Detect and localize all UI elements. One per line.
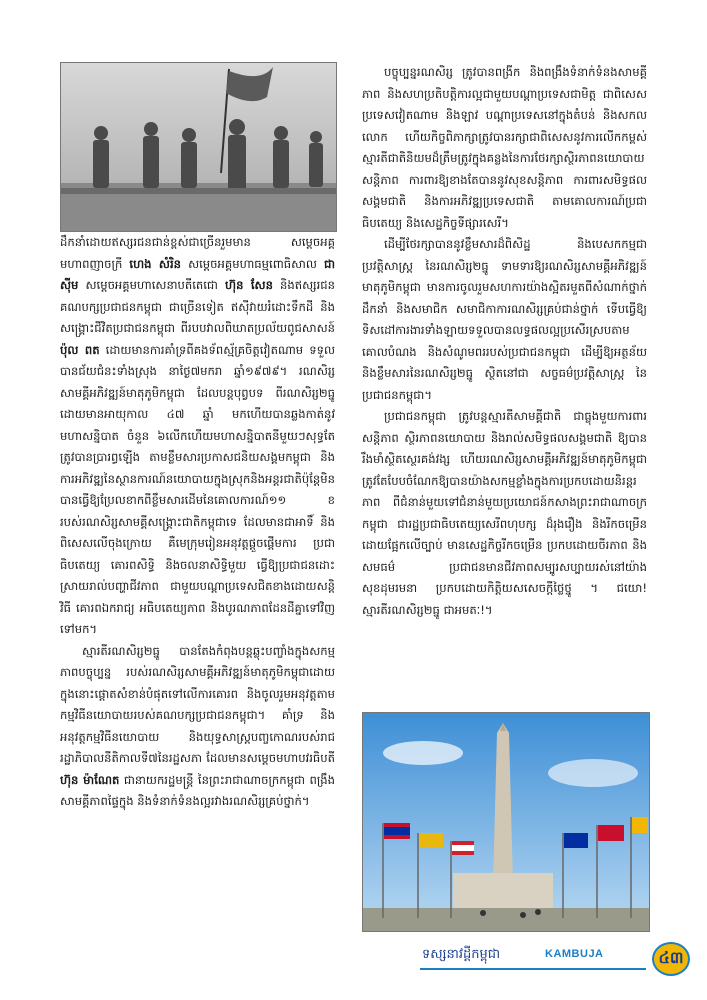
text: សម្តេចអគ្គមហាធម្មពោធិសាល: [181, 256, 324, 271]
historic-ceremony-image: [61, 63, 336, 231]
page-number: ៤៣: [658, 948, 684, 967]
page-number-badge: [652, 942, 690, 976]
footer-divider: [420, 968, 646, 970]
text: និងឥស្សរជនគណបក្សប្រជាជនកម្ពុជា ជាច្រើនទៀត ឥស៊ីវាយរំដោះទឹកដី និងសង្គ្រោះជីវិតប្រជាជនកម្ពុជា ពីរបបវាលពិឃាតប្រល័យពូជសាសន៍: [60, 278, 336, 335]
right-paragraph-1: បច្ចុប្បន្នរណសិរ្ស ត្រូវបានពង្រីក និងពង្រឹងទំនាក់ទំនងសាមគ្គីភាព និងសហប្រតិបត្តិការល្អជាមួយបណ្តាប្រទេសជាមិត្ត ជាពិសេសប្រទេសវៀតណាម និងឡាវ បណ្តាប្រទេសនៅក្នុងតំបន់ និងសកលលោក ហើយកិច្ចពិភាក្សាត្រូវបានរក្សាជាពិសេសនូវការលើកកម្ពស់ស្មារតីជាតិនិយមដ៏ត្រឹមត្រូវក្នុងគន្លងនៃការថែរក្សាស្ថិរភាពនយោបាយ សន្តិភាព ការពារឱ្យខាងតែបាននូវសុខសន្តិភាព ការពារសមិទ្ធផលសង្គមជាតិ និងការអភិវឌ្ឍប្រទេសជាតិ តាមគោលការណ៍ប្រជាធិបតេយ្យ និងសេដ្ឋកិច្ចទីផ្សារសេរី។: [362, 65, 647, 230]
text: ស្មារតីរណសិរ្ស២ធ្នូ បានតែងកំពុងបន្តឆ្លុះបញ្ចាំងក្នុងសកម្មភាពបច្ចុប្បន្ន របស់រណសិរ្សសាមគ្គីអភិវឌ្ឍន៍មាតុភូមិកម្ពុជាដោយក្នុងនោះផ្តោតសំខាន់បំផុតទៅលើការគោរព និងចូលរួមអនុវត្តតាមកម្មវិធីនយោបាយរបស់គណបក្សប្រជាជនកម្ពុជា។ គាំទ្រ និងអនុវត្តកម្មវិធីនយោបាយ និងយុទ្ធសាស្ត្របញ្ចកោណរបស់រាជរដ្ឋាភិបាលនីតិកាលទី៧នៃរដ្ឋសភា ដែលមានសម្តេចមហាបវរធិបតី: [60, 643, 335, 765]
name-hun-sen: ហ៊ុន សែន: [225, 278, 273, 292]
text: ដឹកនាំដោយឥស្សរជនជាន់ខ្ពស់ជាច្រើនរួមមាន សម្តេចអគ្គមហាពញាចក្រី: [60, 235, 335, 271]
name-hun-manet: ហ៊ុន ម៉ាណែត: [60, 772, 120, 787]
right-paragraph-2: ដើម្បីថែរក្សាបាននូវខ្លឹមសារដ៏ពិសិដ្ឋ និងបេសកកម្មជាប្រវត្តិសាស្ត្រ នៃរណសិរ្ស២ធ្នូ ទាមទារឱ្យរណសិរ្សសាមគ្គីអភិវឌ្ឍន៍មាតុភូមិកម្ពុជា មានការចូលរួមសហការយ៉ាងស្អិតរមួតពីសំណាក់ថ្នាក់ដឹកនាំ និងសមាជិក សមាជិកាការណសិរ្សគ្រប់ជាន់ថ្នាក់ ទើបធ្វើឱ្យទិសដៅការងារទាំងឡាយទទួលបានលទ្ធផលល្អប្រសើរស្របតាមគោលបំណង និងសំណូមពររបស់ប្រជាជនកម្ពុជា ដើម្បីឱ្យអត្ថន័យ និងខ្លឹមសារនៃរណសិរ្ស២ធ្នូ ស្ថិតនៅជា សច្ចធម៌ប្រវត្តិសាស្ត្រ នៃប្រជាជនកម្ពុជា។: [362, 237, 647, 402]
magazine-brand: KAMBUJA: [545, 948, 604, 960]
text: ជានាយករដ្ឋមន្ត្រី នៃព្រះរាជាណាចក្រកម្ពុជា ពង្រឹងសាមគ្គីភាពផ្ទៃក្នុង និងទំនាក់ទំនងល្អរវាងរណសិរ្សគ្រប់ថ្នាក់។: [60, 772, 335, 808]
monument-with-flags-photo: [362, 712, 650, 932]
left-paragraph-2: [60, 641, 335, 813]
left-paragraph-1: [60, 232, 335, 641]
right-column: [362, 62, 647, 621]
left-column: [60, 232, 335, 813]
page-footer: [420, 942, 690, 982]
historic-ceremony-photo: [60, 62, 337, 232]
name-pol-pot: ប៉ុល ពត: [60, 342, 100, 357]
text: ដោយមានការគាំទ្រពីគងទ័ពស្ម័គ្រចិត្តវៀតណាម ទទួលបានជ័យជំនះទាំងស្រុង នាថ្ងៃ៧មករា ឆ្នាំ១៩៧៩។ រណសិរ្សសាមគ្គីអភិវឌ្ឍន៍មាតុភូមិកម្ពុជា ដែលបន្តបុព្វបទ ពីរណសិរ្ស២ធ្នូ ដោយមានអាយុកាល ៤៧ ឆ្នាំ មកហើយបានឆ្លងកាត់នូវមហាសន្និបាត ចំនួន ៦លើកហើយមហាសន្និបាតនីមួយៗសុទ្ធតែត្រូវបានប្រារព្ធឡើង តាមខ្លឹមសារប្រកាសជនិយសង្គមកម្ពុជា និងការអភិវឌ្ឍនៃស្ថានការណ៍នយោបាយក្នុងស្រុកនិងអន្តរជាតិប៉ុន្តែមិនបានធ្វើឱ្យប្រែលខាកពីខ្លឹមសារដើមនៃគោលការណ៍១១ ខ របស់រណសិរ្សសាមគ្គីសង្គ្រោះជាតិកម្ពុជាទេ ដែលមានជាអាទិ៍ និងពិសេសលើចុងក្រោយ គឺមេក្រុមរៀនអនុវត្តផ្តួចផ្តើមការ ប្រជាធិបតេយ្យ គោរពសិទ្ធិ និងចលនាសិទ្ធិមួយ ធ្វើឱ្យប្រជាជនដោះស្រាយរាល់បញ្ហាជីវភាព ជាមួយបណ្តាប្រទេសជិតខាងដោយសន្តិវិធី គោរពឯករាជ្យ អធិបតេយ្យភាព និងបូរណភាពដែនដីគ្នាទៅវិញទៅមក។: [60, 342, 335, 636]
magazine-title: ទស្សនាវដ្តីកម្ពុជា: [422, 947, 501, 962]
text: សម្តេចអគ្គមហាសេនាបតីតេជោ: [78, 278, 226, 292]
name-heng-samrin: ហេង សំរិន: [129, 256, 181, 271]
right-paragraph-3: ប្រជាជនកម្ពុជា ត្រូវបន្តស្មារតីសាមគ្គីជាតិ ជាធ្លុងមួយការពារសន្តិភាព ស្ថិរភាពនយោបាយ និងរាល់សមិទ្ធផលសង្គមជាតិ ឱ្យបានរឹងមាំស្ថិតស្ថេរគង់វង្ស ហើយរណសិរ្សសាមគ្គីអភិវឌ្ឍន៍មាតុភូមិកម្ពុជា ត្រូវតែបែបចំណែកឱ្យបានយ៉ាងសកម្មខ្លាំងក្នុងការប្រកបដោយនិរន្តរភាព ពីជំនាន់មួយទៅជំនាន់មួយប្រយោជន៍កសាងព្រះរាជាណាចក្រកម្ពុជា ជារដ្ឋប្រជាធិបតេយ្យសេរីពហុបក្ស ដ៏រុងរឿង និងរីកចម្រើន ដោយផ្អែកលើច្បាប់ មានសេដ្ឋកិច្ចរីកចម្រើន ប្រកបដោយចីរភាព និងសមធម៌ ប្រជាជនមានជីវភាពសម្បូរសប្បាយរស់នៅយ៉ាងសុខដុមរមនា ប្រកបដោយកិត្តិយសសេចក្តីថ្លៃថ្នូ ។ ជយោ! ស្មារតីរណសិរ្ស២ធ្នូ ជាអមតៈ!។: [362, 409, 647, 617]
monument-image: [363, 713, 649, 931]
name-chea-sim: ជា ស៊ីម: [60, 256, 335, 292]
